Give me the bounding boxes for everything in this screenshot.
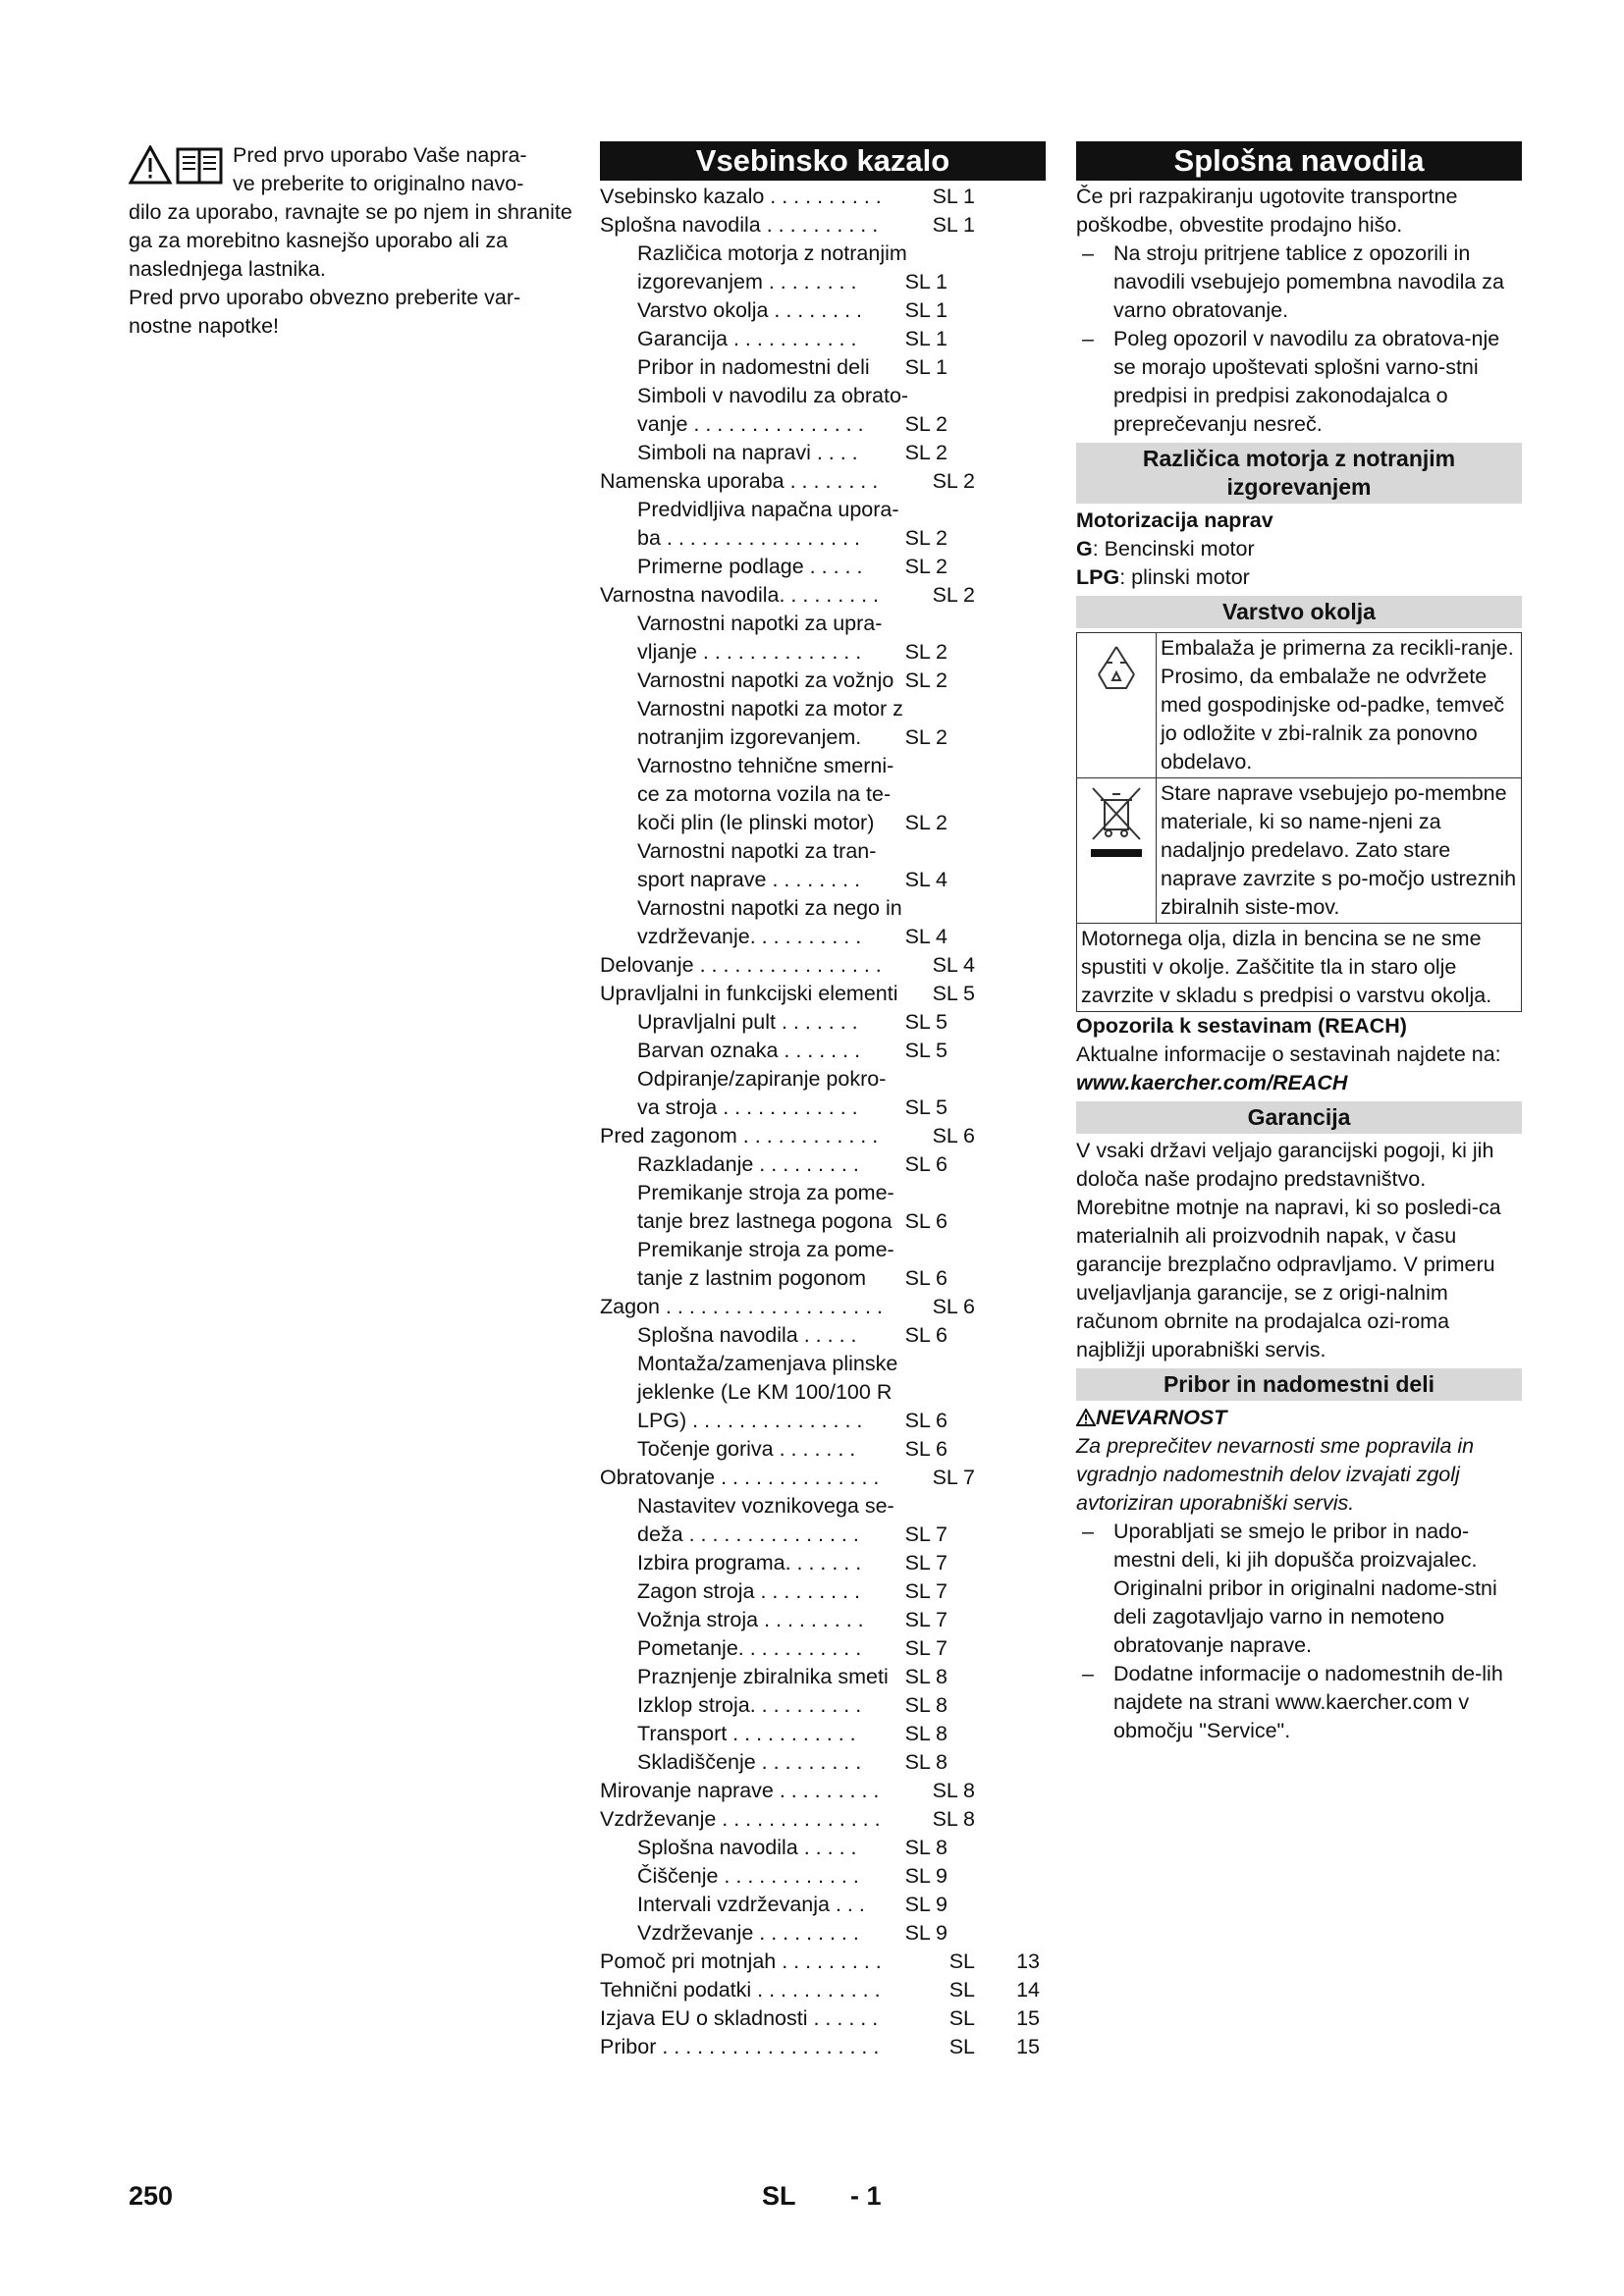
toc-entry[interactable] bbox=[600, 2004, 1046, 2033]
toc-entry[interactable] bbox=[600, 1606, 1046, 1634]
toc-entry[interactable] bbox=[600, 211, 1046, 240]
toc-entry-ref: SL 8 bbox=[904, 1722, 947, 1745]
list-item: – Uporabljati se smejo le pribor in nado-mestni deli, ki jih dopušča proizvajalec. Originalni pribor in originalni nadome-stni deli zagotavljajo varno in nemoteno obratovanje naprave. bbox=[1076, 1518, 1522, 1660]
toc-entry-text: Upravljalni pult . . . . . . . bbox=[637, 1010, 858, 1034]
toc-entry-text: Varnostno tehnične smerni- bbox=[637, 754, 894, 777]
toc-entry[interactable] bbox=[600, 1464, 1046, 1492]
toc-entry[interactable] bbox=[600, 1691, 1046, 1720]
toc-entry[interactable] bbox=[600, 1805, 1046, 1834]
recycling-icon bbox=[1087, 639, 1146, 698]
toc-entry-ref: SL 9 bbox=[904, 1921, 947, 1945]
toc-entry-text: Splošna navodila . . . . . bbox=[637, 1323, 857, 1347]
environment-title: Varstvo okolja bbox=[1076, 596, 1522, 628]
toc-entry-ref: SL 7 bbox=[904, 1522, 947, 1546]
toc-entry[interactable] bbox=[600, 1634, 1046, 1663]
general-list bbox=[1076, 240, 1522, 439]
toc-entry-ref: SL 8 bbox=[904, 1693, 947, 1717]
toc-entry-ref: SL 2 bbox=[932, 469, 975, 493]
toc-entry[interactable] bbox=[600, 496, 1046, 553]
reach-title: Opozorila k sestavinam (REACH) bbox=[1076, 1014, 1407, 1038]
toc-entry-text: ba . . . . . . . . . . . . . . . . . bbox=[637, 526, 861, 550]
intro-block bbox=[129, 141, 576, 341]
environment-icon-cell bbox=[1077, 633, 1157, 778]
toc-entry-text: Zagon stroja . . . . . . . . . bbox=[637, 1579, 861, 1603]
toc-entry-text: Vožnja stroja . . . . . . . . . bbox=[637, 1608, 864, 1631]
toc-entry-text: Vsebinsko kazalo . . . . . . . . . . bbox=[600, 185, 882, 208]
toc-entry[interactable] bbox=[600, 752, 1046, 837]
toc-entry-ref: SL 6 bbox=[932, 1295, 975, 1318]
toc-entry-ref: SL 4 bbox=[904, 868, 947, 891]
toc-entry[interactable] bbox=[600, 1549, 1046, 1577]
page-number: 250 bbox=[129, 2181, 174, 2211]
toc-entry[interactable] bbox=[600, 353, 1046, 382]
engine-g-line bbox=[1076, 535, 1522, 563]
toc-entry-text: Delovanje . . . . . . . . . . . . . . . . bbox=[600, 953, 882, 977]
toc-entry-ref: SL 1 bbox=[932, 213, 975, 237]
toc-entry-ref: SL 1 bbox=[932, 185, 975, 208]
toc-entry-text: vzdrževanje. . . . . . . . . . bbox=[637, 925, 862, 948]
engine-lpg-line bbox=[1076, 563, 1522, 592]
environment-text-recycle: Embalaža je primerna za recikli-ranje. Prosimo, da embalaže ne odvržete med gospodinjske od-padke, temveč jo odložite v zbi-ralnik za ponovno obdelavo. bbox=[1157, 633, 1522, 778]
toc-entry-ref: SL bbox=[948, 2035, 975, 2058]
toc-entry-ref: SL 7 bbox=[904, 1608, 947, 1631]
toc-entry-text: Varnostni napotki za upra- bbox=[637, 612, 883, 635]
toc-entry-ref: SL 4 bbox=[904, 925, 947, 948]
toc-entry-text: Barvan oznaka . . . . . . . bbox=[637, 1039, 861, 1062]
toc-entry-ref: SL 5 bbox=[904, 1039, 947, 1062]
toc-entry-text: Varnostna navodila. . . . . . . . . bbox=[600, 583, 880, 607]
toc-entry-ref: SL 1 bbox=[904, 355, 947, 379]
toc-entry-text: Pribor in nadomestni deli bbox=[637, 355, 870, 379]
toc-entry-ref: SL 5 bbox=[932, 982, 975, 1005]
intro-text: dilo za uporabo, ravnajte se po njem in shranite ga za morebitno kasnejšo uporabo ali za naslednjega lastnika. bbox=[129, 200, 572, 281]
toc-entry-text: Obratovanje . . . . . . . . . . . . . . bbox=[600, 1466, 880, 1489]
engine-lpg-text: : plinski motor bbox=[1119, 565, 1250, 589]
toc-entry-text: Vzdrževanje . . . . . . . . . . . . . . bbox=[600, 1807, 881, 1831]
toc-entry-ref: SL 8 bbox=[904, 1750, 947, 1774]
accessories-list bbox=[1076, 1518, 1522, 1745]
toc-entry-text: Varnostni napotki za motor z bbox=[637, 697, 903, 721]
general-paragraph: Če pri razpakiranju ugotovite transportne poškodbe, obvestite prodajno hišo. bbox=[1076, 185, 1458, 237]
intro-column bbox=[129, 141, 576, 341]
toc-entry-ref: SL 1 bbox=[904, 270, 947, 294]
toc-entry-text: Točenje goriva . . . . . . . bbox=[637, 1437, 856, 1461]
toc-entry[interactable] bbox=[600, 553, 1046, 581]
list-item: – Na stroju pritrjene tablice z opozorili in navodili vsebujejo pomembna navodila za varno obratovanje. bbox=[1076, 240, 1522, 325]
toc-entry-text: Transport . . . . . . . . . . . bbox=[637, 1722, 856, 1745]
toc-entry-text: Različica motorja z notranjim bbox=[637, 241, 907, 265]
toc-entry[interactable] bbox=[600, 951, 1046, 980]
toc-column bbox=[600, 141, 1046, 2061]
toc-entry[interactable] bbox=[600, 1748, 1046, 1777]
toc-entry-text: Premikanje stroja za pome- bbox=[637, 1238, 894, 1261]
toc-entry-ref: SL 9 bbox=[904, 1893, 947, 1916]
toc-entry[interactable] bbox=[600, 1435, 1046, 1464]
toc-entry-text: Skladiščenje . . . . . . . . . bbox=[637, 1750, 862, 1774]
toc-entry-text: Vzdrževanje . . . . . . . . . bbox=[637, 1921, 859, 1945]
toc-entry-text: Nastavitev voznikovega se- bbox=[637, 1494, 894, 1518]
toc-entry-ref: SL 6 bbox=[904, 1152, 947, 1176]
toc-entry[interactable] bbox=[600, 894, 1046, 951]
toc-entry-ref: SL 6 bbox=[904, 1437, 947, 1461]
toc-entry-text: Pometanje. . . . . . . . . . . bbox=[637, 1636, 862, 1660]
toc-entry-ref: SL 6 bbox=[904, 1323, 947, 1347]
toc-entry-text: Zagon . . . . . . . . . . . . . . . . . . . bbox=[600, 1295, 883, 1318]
environment-icon-cell bbox=[1077, 778, 1157, 924]
engine-g-label: G bbox=[1076, 537, 1093, 561]
toc-entry[interactable] bbox=[600, 1037, 1046, 1065]
engine-title: Različica motorja z notranjim izgorevanjem bbox=[1076, 443, 1522, 504]
engine-g-text: : Bencinski motor bbox=[1092, 537, 1255, 561]
toc-entry[interactable] bbox=[600, 667, 1046, 695]
toc-entry-text: LPG) . . . . . . . . . . . . . . . bbox=[637, 1409, 863, 1432]
toc-entry[interactable] bbox=[600, 1179, 1046, 1236]
toc-entry-text: Izklop stroja. . . . . . . . . . bbox=[637, 1693, 862, 1717]
toc-entry-ref: SL 2 bbox=[904, 441, 947, 464]
toc-entry-ref: SL 8 bbox=[904, 1836, 947, 1859]
toc-entry[interactable] bbox=[600, 296, 1046, 325]
toc-entry-ref: SL 9 bbox=[904, 1864, 947, 1888]
warning-triangle-icon bbox=[1076, 1409, 1096, 1426]
language-code: SL bbox=[762, 2181, 796, 2211]
toc-entry-text: Simboli na napravi . . . . bbox=[637, 441, 858, 464]
toc-entry[interactable] bbox=[600, 2033, 1046, 2061]
toc-entry-text: tanje z lastnim pogonom bbox=[637, 1266, 867, 1290]
toc-entry[interactable] bbox=[600, 610, 1046, 667]
toc-entry[interactable] bbox=[600, 1777, 1046, 1805]
toc-entry-ref: SL 2 bbox=[904, 811, 947, 834]
toc-entry[interactable] bbox=[600, 1891, 1046, 1919]
toc-entry[interactable] bbox=[600, 1663, 1046, 1691]
toc-entry[interactable] bbox=[600, 1919, 1046, 1948]
toc-entry-text: tanje brez lastnega pogona bbox=[637, 1209, 893, 1233]
toc-entry-text: vljanje . . . . . . . . . . . . . . bbox=[637, 640, 862, 664]
toc-entry-ref: SL 8 bbox=[904, 1665, 947, 1688]
toc-entry[interactable] bbox=[600, 695, 1046, 752]
toc-entry-text: Varstvo okolja . . . . . . . . bbox=[637, 298, 863, 322]
toc-entry-ref: SL bbox=[948, 1949, 975, 1973]
toc-entry[interactable] bbox=[600, 1976, 1046, 2004]
toc-entry[interactable] bbox=[600, 1577, 1046, 1606]
warranty-title: Garancija bbox=[1076, 1101, 1522, 1134]
toc-entry[interactable] bbox=[600, 382, 1046, 439]
toc-entry-text: koči plin (le plinski motor) bbox=[637, 811, 875, 834]
warranty-text: V vsaki državi veljajo garancijski pogoji, ki jih določa naše prodajno predstavništvo. Morebitne motnje na napravi, ki so posledi-ca materialnih ali proizvodnih napak, v času garancije brezplačno odpravljamo. V primeru uveljavljanja garancije, se z origi-nalnim računom obrnite na prodajalca ozi-roma najbližji uporabniški servis. bbox=[1076, 1139, 1501, 1362]
manual-book-icon bbox=[178, 149, 221, 183]
list-item: – Dodatne informacije o nadomestnih de-lih najdete na strani www.kaercher.com v območju "Service". bbox=[1076, 1660, 1522, 1745]
toc-entry[interactable] bbox=[600, 1834, 1046, 1862]
warning-triangle-icon bbox=[131, 147, 170, 183]
toc-entry[interactable] bbox=[600, 1293, 1046, 1321]
toc-entry-text: Izjava EU o skladnosti . . . . . . bbox=[600, 2006, 879, 2030]
environment-text-oil: Motornega olja, dizla in bencina se ne sme spustiti v okolje. Zaščitite tla in staro olje zavrzite v skladu s predpisi o varstvu okolja. bbox=[1077, 924, 1522, 1012]
toc-entry-ref: SL 1 bbox=[904, 327, 947, 350]
toc-entry-text: Splošna navodila . . . . . bbox=[637, 1836, 857, 1859]
toc-entry[interactable] bbox=[600, 1350, 1046, 1435]
toc-entry[interactable] bbox=[600, 439, 1046, 467]
toc-entry-ref: SL 7 bbox=[932, 1466, 975, 1489]
toc-entry-text: Pribor . . . . . . . . . . . . . . . . . . . bbox=[600, 2035, 880, 2058]
engine-lpg-label: LPG bbox=[1076, 565, 1120, 589]
toc-entry-page: 15 bbox=[1016, 2006, 1040, 2030]
toc-entry-text: Pomoč pri motnjah . . . . . . . . . bbox=[600, 1949, 882, 1973]
toc-entry-text: deža . . . . . . . . . . . . . . . bbox=[637, 1522, 859, 1546]
toc-entry-text: Primerne podlage . . . . . bbox=[637, 555, 863, 578]
toc-entry-text: Mirovanje naprave . . . . . . . . . bbox=[600, 1779, 880, 1802]
toc-entry-text: jeklenke (Le KM 100/100 R bbox=[637, 1380, 893, 1404]
toc-entry[interactable] bbox=[600, 1236, 1046, 1293]
toc-entry-ref: SL 2 bbox=[904, 412, 947, 436]
toc-entry-text: Izbira programa. . . . . . . bbox=[637, 1551, 862, 1575]
main-column bbox=[1076, 141, 1522, 1745]
danger-heading bbox=[1076, 1404, 1522, 1432]
toc-entry-text: Varnostni napotki za vožnjo bbox=[637, 668, 894, 692]
toc-entry-text: Namenska uporaba . . . . . . . . bbox=[600, 469, 879, 493]
toc-entry-text: Varnostni napotki za nego in bbox=[637, 896, 902, 920]
toc-entry-text: va stroja . . . . . . . . . . . . bbox=[637, 1095, 858, 1119]
toc-entry-text: notranjim izgorevanjem. bbox=[637, 725, 862, 749]
toc-entry-page: 14 bbox=[1016, 1978, 1040, 2002]
intro-line-1: Pred prvo uporabo Vaše napra- bbox=[233, 143, 527, 167]
toc-entry-ref: SL 6 bbox=[904, 1209, 947, 1233]
toc-entry[interactable] bbox=[600, 240, 1046, 296]
crossed-bin-icon bbox=[1087, 784, 1146, 863]
toc-entry-text: Intervali vzdrževanja . . . bbox=[637, 1893, 865, 1916]
toc-entry-text: Varnostni napotki za tran- bbox=[637, 839, 877, 863]
toc-entry-ref: SL bbox=[948, 2006, 975, 2030]
toc-entry-ref: SL 5 bbox=[904, 1095, 947, 1119]
toc-entry-text: Garancija . . . . . . . . . . . bbox=[637, 327, 857, 350]
toc-entry-ref: SL 2 bbox=[904, 668, 947, 692]
toc-entry-text: Praznjenje zbiralnika smeti bbox=[637, 1665, 889, 1688]
toc-entry[interactable] bbox=[600, 467, 1046, 496]
toc-entry-text: Pred zagonom . . . . . . . . . . . . bbox=[600, 1124, 879, 1148]
toc-title: Vsebinsko kazalo bbox=[600, 141, 1046, 181]
toc-list bbox=[600, 183, 1046, 2061]
toc-entry[interactable] bbox=[600, 325, 1046, 353]
reach-text: Aktualne informacije o sestavinah najdete na: bbox=[1076, 1042, 1501, 1066]
toc-entry[interactable] bbox=[600, 837, 1046, 894]
accessories-title: Pribor in nadomestni deli bbox=[1076, 1368, 1522, 1401]
reach-link[interactable]: www.kaercher.com/REACH bbox=[1076, 1071, 1348, 1095]
toc-entry[interactable] bbox=[600, 1122, 1046, 1150]
toc-entry-ref: SL 8 bbox=[932, 1807, 975, 1831]
toc-entry-text: Čiščenje . . . . . . . . . . . . bbox=[637, 1864, 859, 1888]
toc-entry-ref: SL 6 bbox=[904, 1266, 947, 1290]
toc-entry[interactable] bbox=[600, 183, 1046, 211]
intro-line-2: ve preberite to originalno navo- bbox=[233, 172, 524, 195]
toc-entry[interactable] bbox=[600, 1862, 1046, 1891]
toc-entry-ref: SL 2 bbox=[904, 640, 947, 664]
toc-entry-ref: SL bbox=[948, 1978, 975, 2002]
toc-entry-text: vanje . . . . . . . . . . . . . . . bbox=[637, 412, 864, 436]
toc-entry-text: Upravljalni in funkcijski elementi bbox=[600, 982, 898, 1005]
section-number: - 1 bbox=[850, 2181, 882, 2211]
toc-entry-ref: SL 7 bbox=[904, 1579, 947, 1603]
toc-entry-ref: SL 2 bbox=[904, 555, 947, 578]
toc-entry-text: Predvidljiva napačna upora- bbox=[637, 498, 899, 521]
toc-entry-ref: SL 7 bbox=[904, 1551, 947, 1575]
list-item: – Poleg opozoril v navodilu za obratova-nje se morajo upoštevati splošni varno-stni predpisi in predpisi zakonodajalca o preprečevanju nesreč. bbox=[1076, 325, 1522, 439]
warning-manual-icons bbox=[129, 145, 227, 185]
toc-entry-text: Razkladanje . . . . . . . . . bbox=[637, 1152, 859, 1176]
toc-entry-page: 13 bbox=[1016, 1949, 1040, 1973]
danger-text: Za preprečitev nevarnosti sme popravila in vgradnjo nadomestnih delov izvajati zgolj avtoriziran uporabniški servis. bbox=[1076, 1434, 1475, 1515]
danger-label: NEVARNOST bbox=[1096, 1406, 1227, 1429]
toc-entry-text: Premikanje stroja za pome- bbox=[637, 1181, 894, 1204]
environment-text-weee: Stare naprave vsebujejo po-membne materiale, ki so name-njeni za nadaljnjo predelavo. Zato stare naprave zavrzite s po-močjo ustreznih zbiralnih siste-mov. bbox=[1157, 778, 1522, 924]
toc-entry-text: Montaža/zamenjava plinske bbox=[637, 1352, 898, 1375]
intro-safety-note: Pred prvo uporabo obvezno preberite var-nostne napotke! bbox=[129, 286, 521, 338]
toc-entry-ref: SL 2 bbox=[904, 725, 947, 749]
toc-entry-ref: SL 6 bbox=[904, 1409, 947, 1432]
toc-entry[interactable] bbox=[600, 1321, 1046, 1350]
toc-entry-ref: SL 7 bbox=[904, 1636, 947, 1660]
toc-entry-ref: SL 2 bbox=[932, 583, 975, 607]
toc-entry[interactable] bbox=[600, 1720, 1046, 1748]
toc-entry-text: ce za motorna vozila na te- bbox=[637, 782, 892, 806]
toc-entry[interactable] bbox=[600, 1492, 1046, 1549]
toc-entry[interactable] bbox=[600, 581, 1046, 610]
toc-entry-ref: SL 4 bbox=[932, 953, 975, 977]
toc-entry-text: izgorevanjem . . . . . . . . bbox=[637, 270, 857, 294]
toc-entry-text: Odpiranje/zapiranje pokro- bbox=[637, 1067, 887, 1091]
toc-entry[interactable] bbox=[600, 1948, 1046, 1976]
toc-entry-ref: SL 8 bbox=[932, 1779, 975, 1802]
toc-entry-ref: SL 5 bbox=[904, 1010, 947, 1034]
toc-entry-text: Splošna navodila . . . . . . . . . . bbox=[600, 213, 879, 237]
toc-entry-text: Simboli v navodilu za obrato- bbox=[637, 384, 909, 407]
toc-entry[interactable] bbox=[600, 1150, 1046, 1179]
toc-entry-ref: SL 1 bbox=[904, 298, 947, 322]
engine-subtitle: Motorizacija naprav bbox=[1076, 508, 1273, 532]
toc-entry[interactable] bbox=[600, 1008, 1046, 1037]
toc-entry[interactable] bbox=[600, 980, 1046, 1008]
toc-entry-text: sport naprave . . . . . . . . bbox=[637, 868, 861, 891]
environment-table bbox=[1076, 632, 1522, 1012]
toc-entry-ref: SL 2 bbox=[904, 526, 947, 550]
toc-entry-page: 15 bbox=[1016, 2035, 1040, 2058]
toc-entry[interactable] bbox=[600, 1065, 1046, 1122]
general-title: Splošna navodila bbox=[1076, 141, 1522, 181]
toc-entry-text: Tehnični podatki . . . . . . . . . . . bbox=[600, 1978, 881, 2002]
toc-entry-ref: SL 6 bbox=[932, 1124, 975, 1148]
